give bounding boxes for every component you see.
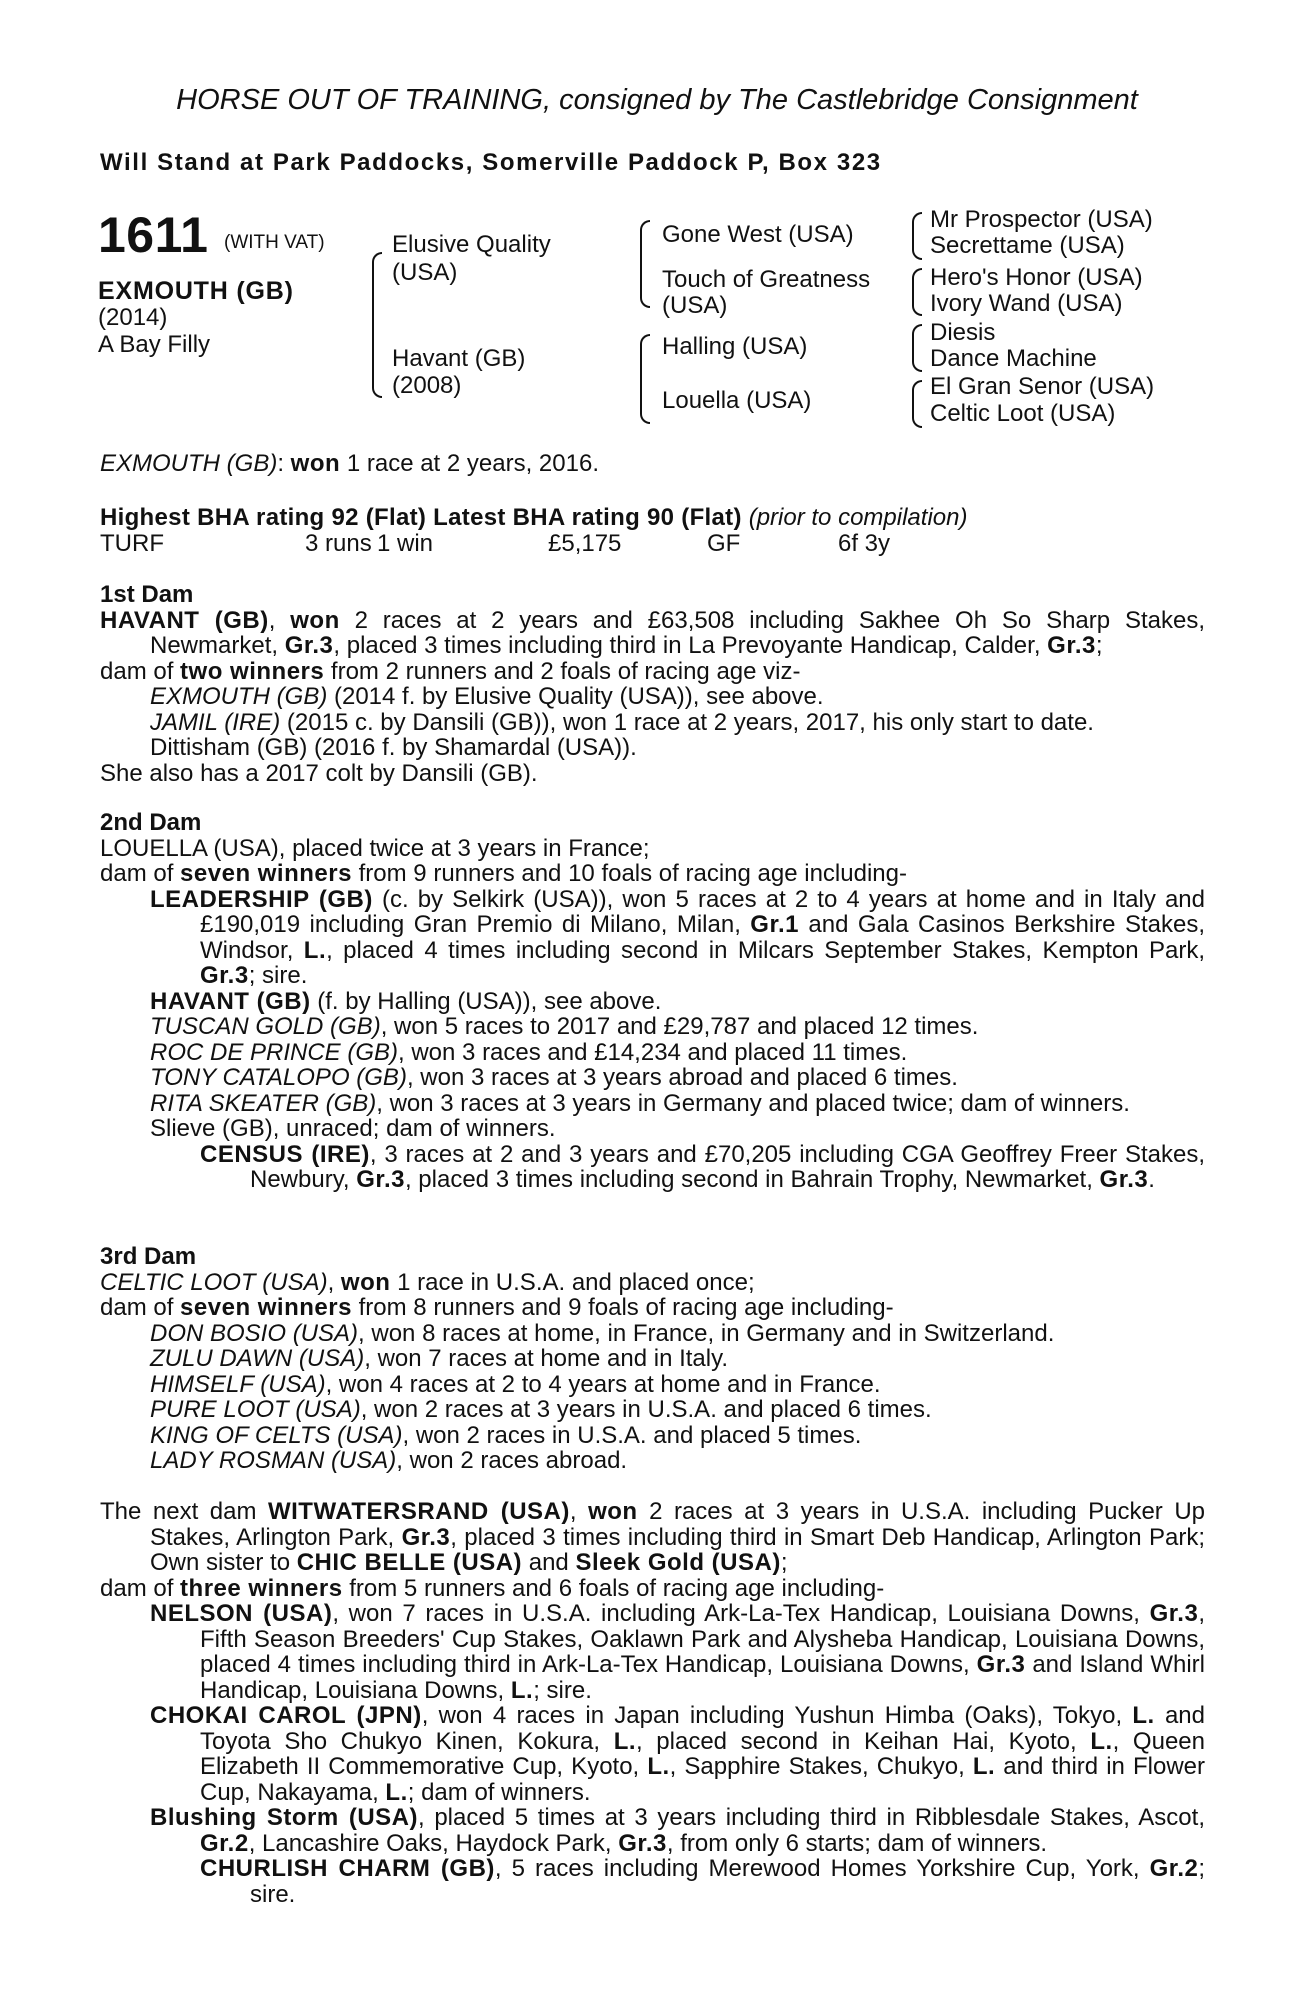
pedigree-brace <box>912 212 922 260</box>
grand-produce-item: CHURLISH CHARM (GB), 5 races including Merewood Homes Yorkshire Cup, York, Gr.2; sire. <box>200 1855 1206 1908</box>
next-dam-record: The next dam WITWATERSRAND (USA), won 2 races at 3 years in U.S.A. including Pucker Up Stakes, Arlington Park, Gr.3, placed 3 times including third in Smart Deb Handicap, Arlington Park; Own sister to CHIC BELLE (USA) and Sleek Gold (USA); <box>100 1498 1205 1576</box>
turf-going: GF <box>707 530 741 557</box>
ancestor-name: Dance Machine <box>930 345 1097 372</box>
bha-rating-text: Highest BHA rating 92 (Flat) Latest BHA rating 90 (Flat) <box>100 504 742 531</box>
lot-number: 1611 <box>98 207 209 263</box>
produce-item: HIMSELF (USA), won 4 races at 2 to 4 years at home and in France. <box>150 1370 881 1398</box>
granddam-sire-country: (USA) <box>662 292 728 319</box>
next-dam-section <box>100 1499 1205 1907</box>
dam-name: Havant (GB) <box>392 345 526 372</box>
produce-item: ROC DE PRINCE (GB), won 3 races and £14,234 and placed 11 times. <box>150 1038 908 1066</box>
produce-item: EXMOUTH (GB) (2014 f. by Elusive Quality (USA)), see above. <box>150 683 824 710</box>
first-dam-section <box>100 582 1205 786</box>
second-dam-record: LOUELLA (USA), placed twice at 3 years in France; <box>100 834 650 862</box>
produce-item: LEADERSHIP (GB) (c. by Selkirk (USA)), won 5 races at 2 to 4 years at home and in Italy and £190,019 including Gran Premio di Milano, Milan, Gr.1 and Gala Casinos Berkshire Stakes, Windsor, L., placed 4 times including second in Milcars September Stakes, Kempton Park, Gr.3; sire. <box>150 885 1206 989</box>
summary-text: 1 race at 2 years, 2016. <box>340 450 599 477</box>
pedigree-brace <box>640 334 650 424</box>
produce-item: DON BOSIO (USA), won 8 races at home, in France, in Germany and in Switzerland. <box>150 1319 1055 1347</box>
ancestor-name: Celtic Loot (USA) <box>930 400 1116 427</box>
produce-item: JAMIL (IRE) (2015 c. by Dansili (GB)), won 1 race at 2 years, 2017, his only start to date. <box>150 708 1094 736</box>
third-dam-heading: 3rd Dam <box>100 1243 197 1270</box>
next-dam-produce: dam of three winners from 5 runners and 6 foals of racing age including- <box>100 1574 885 1602</box>
granddam-sire: Touch of Greatness <box>662 266 871 293</box>
pedigree-brace <box>912 324 922 372</box>
sire-name: Elusive Quality <box>392 231 551 258</box>
produce-item: TUSCAN GOLD (GB), won 5 races to 2017 and £29,787 and placed 12 times. <box>150 1013 979 1040</box>
vat-note: (WITH VAT) <box>224 232 325 253</box>
granddam-dam: Louella (USA) <box>662 387 812 414</box>
produce-item: CHOKAI CAROL (JPN), won 4 races in Japan including Yushun Himba (Oaks), Tokyo, L. and Toyota Sho Chukyo Kinen, Kokura, L., placed second in Keihan Hai, Kyoto, L., Queen Elizabeth II Commemorative Cup, Kyoto, L., Sapphire Stakes, Chukyo, L. and third in Flower Cup, Nakayama, L.; dam of winners. <box>150 1702 1206 1806</box>
ancestor-name: Diesis <box>930 319 996 346</box>
first-dam-record: HAVANT (GB), won 2 races at 2 years and £63,508 including Sakhee Oh So Sharp Stakes, Newmarket, Gr.3, placed 3 times including third in La Prevoyante Handicap, Calder, Gr.3; <box>100 606 1205 659</box>
produce-item: PURE LOOT (USA), won 2 races at 3 years in U.S.A. and placed 6 times. <box>150 1396 932 1423</box>
third-dam-produce: dam of seven winners from 8 runners and 9 foals of racing age including- <box>100 1294 894 1321</box>
produce-item: TONY CATALOPO (GB), won 3 races at 3 years abroad and placed 6 times. <box>150 1064 958 1091</box>
third-dam-record: CELTIC LOOT (USA), won 1 race in U.S.A. and placed once; <box>100 1268 755 1296</box>
produce-item: KING OF CELTS (USA), won 2 races in U.S.A. and placed 5 times. <box>150 1421 862 1449</box>
produce-item: HAVANT (GB) (f. by Halling (USA)), see above. <box>150 987 662 1015</box>
pedigree-brace <box>640 220 650 308</box>
produce-item: RITA SKEATER (GB), won 3 races at 3 years in Germany and placed twice; dam of winners. <box>150 1089 1130 1117</box>
produce-item: Slieve (GB), unraced; dam of winners. <box>150 1115 556 1142</box>
rating-note: (prior to compilation) <box>748 504 968 531</box>
pedigree-brace <box>912 268 922 316</box>
second-dam-section <box>100 810 1205 1193</box>
horse-year: (2014) <box>98 304 168 331</box>
dam-year: (2008) <box>392 372 462 399</box>
turf-runs: 3 runs <box>305 530 372 557</box>
grandsire-sire: Gone West (USA) <box>662 221 854 248</box>
ancestor-name: Mr Prospector (USA) <box>930 206 1153 233</box>
race-summary: EXMOUTH (GB): won 1 race at 2 years, 2016. <box>100 450 599 477</box>
second-dam-produce: dam of seven winners from 9 runners and 10 foals of racing age including- <box>100 860 907 887</box>
first-dam-produce: dam of two winners from 2 runners and 2 foals of racing age viz- <box>100 657 801 685</box>
first-dam-heading: 1st Dam <box>100 581 194 608</box>
turf-distance: 6f 3y <box>838 530 891 557</box>
ancestor-name: Ivory Wand (USA) <box>930 290 1123 317</box>
produce-item: Dittisham (GB) (2016 f. by Shamardal (USA)). <box>150 734 637 761</box>
sire-country: (USA) <box>392 259 458 286</box>
turf-wins: 1 win <box>377 530 434 557</box>
horse-name: EXMOUTH (GB) <box>98 277 294 305</box>
produce-item: ZULU DAWN (USA), won 7 races at home and in Italy. <box>150 1345 728 1372</box>
stand-location: Will Stand at Park Paddocks, Somerville Paddock P, Box 323 <box>100 149 882 176</box>
summary-horse-name: EXMOUTH (GB) <box>100 450 278 477</box>
bha-rating <box>100 504 967 532</box>
turf-surface: TURF <box>100 530 164 557</box>
third-dam-section <box>100 1244 1205 1474</box>
produce-item: NELSON (USA), won 7 races in U.S.A. including Ark-La-Tex Handicap, Louisiana Downs, Gr.3, Fifth Season Breeders' Cup Stakes, Oaklawn Park and Alysheba Handicap, Louisiana Downs, placed 4 times including third in Ark-La-Tex Handicap, Louisiana Downs, Gr.3 and Island Whirl Handicap, Louisiana Downs, L.; sire. <box>150 1600 1205 1704</box>
consignor-title: HORSE OUT OF TRAINING, consigned by The Castlebridge Consignment <box>176 84 1138 116</box>
pedigree-brace <box>912 380 922 428</box>
produce-item: LADY ROSMAN (USA), won 2 races abroad. <box>150 1447 628 1474</box>
pedigree-brace <box>372 252 382 398</box>
first-dam-note: She also has a 2017 colt by Dansili (GB). <box>100 759 538 787</box>
produce-item: Blushing Storm (USA), placed 5 times at 3 years including third in Ribblesdale Stakes, Ascot, Gr.2, Lancashire Oaks, Haydock Park, Gr.3, from only 6 starts; dam of winners. <box>150 1804 1205 1857</box>
summary-won: won <box>290 450 341 477</box>
grand-produce-item: CENSUS (IRE), 3 races at 2 and 3 years and £70,205 including CGA Geoffrey Freer Stakes, Newbury, Gr.3, placed 3 times including second in Bahrain Trophy, Newmarket, Gr.3. <box>200 1140 1205 1193</box>
ancestor-name: Secrettame (USA) <box>930 232 1125 259</box>
grandsire-dam: Halling (USA) <box>662 333 808 360</box>
second-dam-heading: 2nd Dam <box>100 809 202 836</box>
horse-description: A Bay Filly <box>98 331 211 358</box>
ancestor-name: Hero's Honor (USA) <box>930 264 1143 291</box>
turf-prize: £5,175 <box>548 530 622 557</box>
ancestor-name: El Gran Senor (USA) <box>930 373 1155 400</box>
